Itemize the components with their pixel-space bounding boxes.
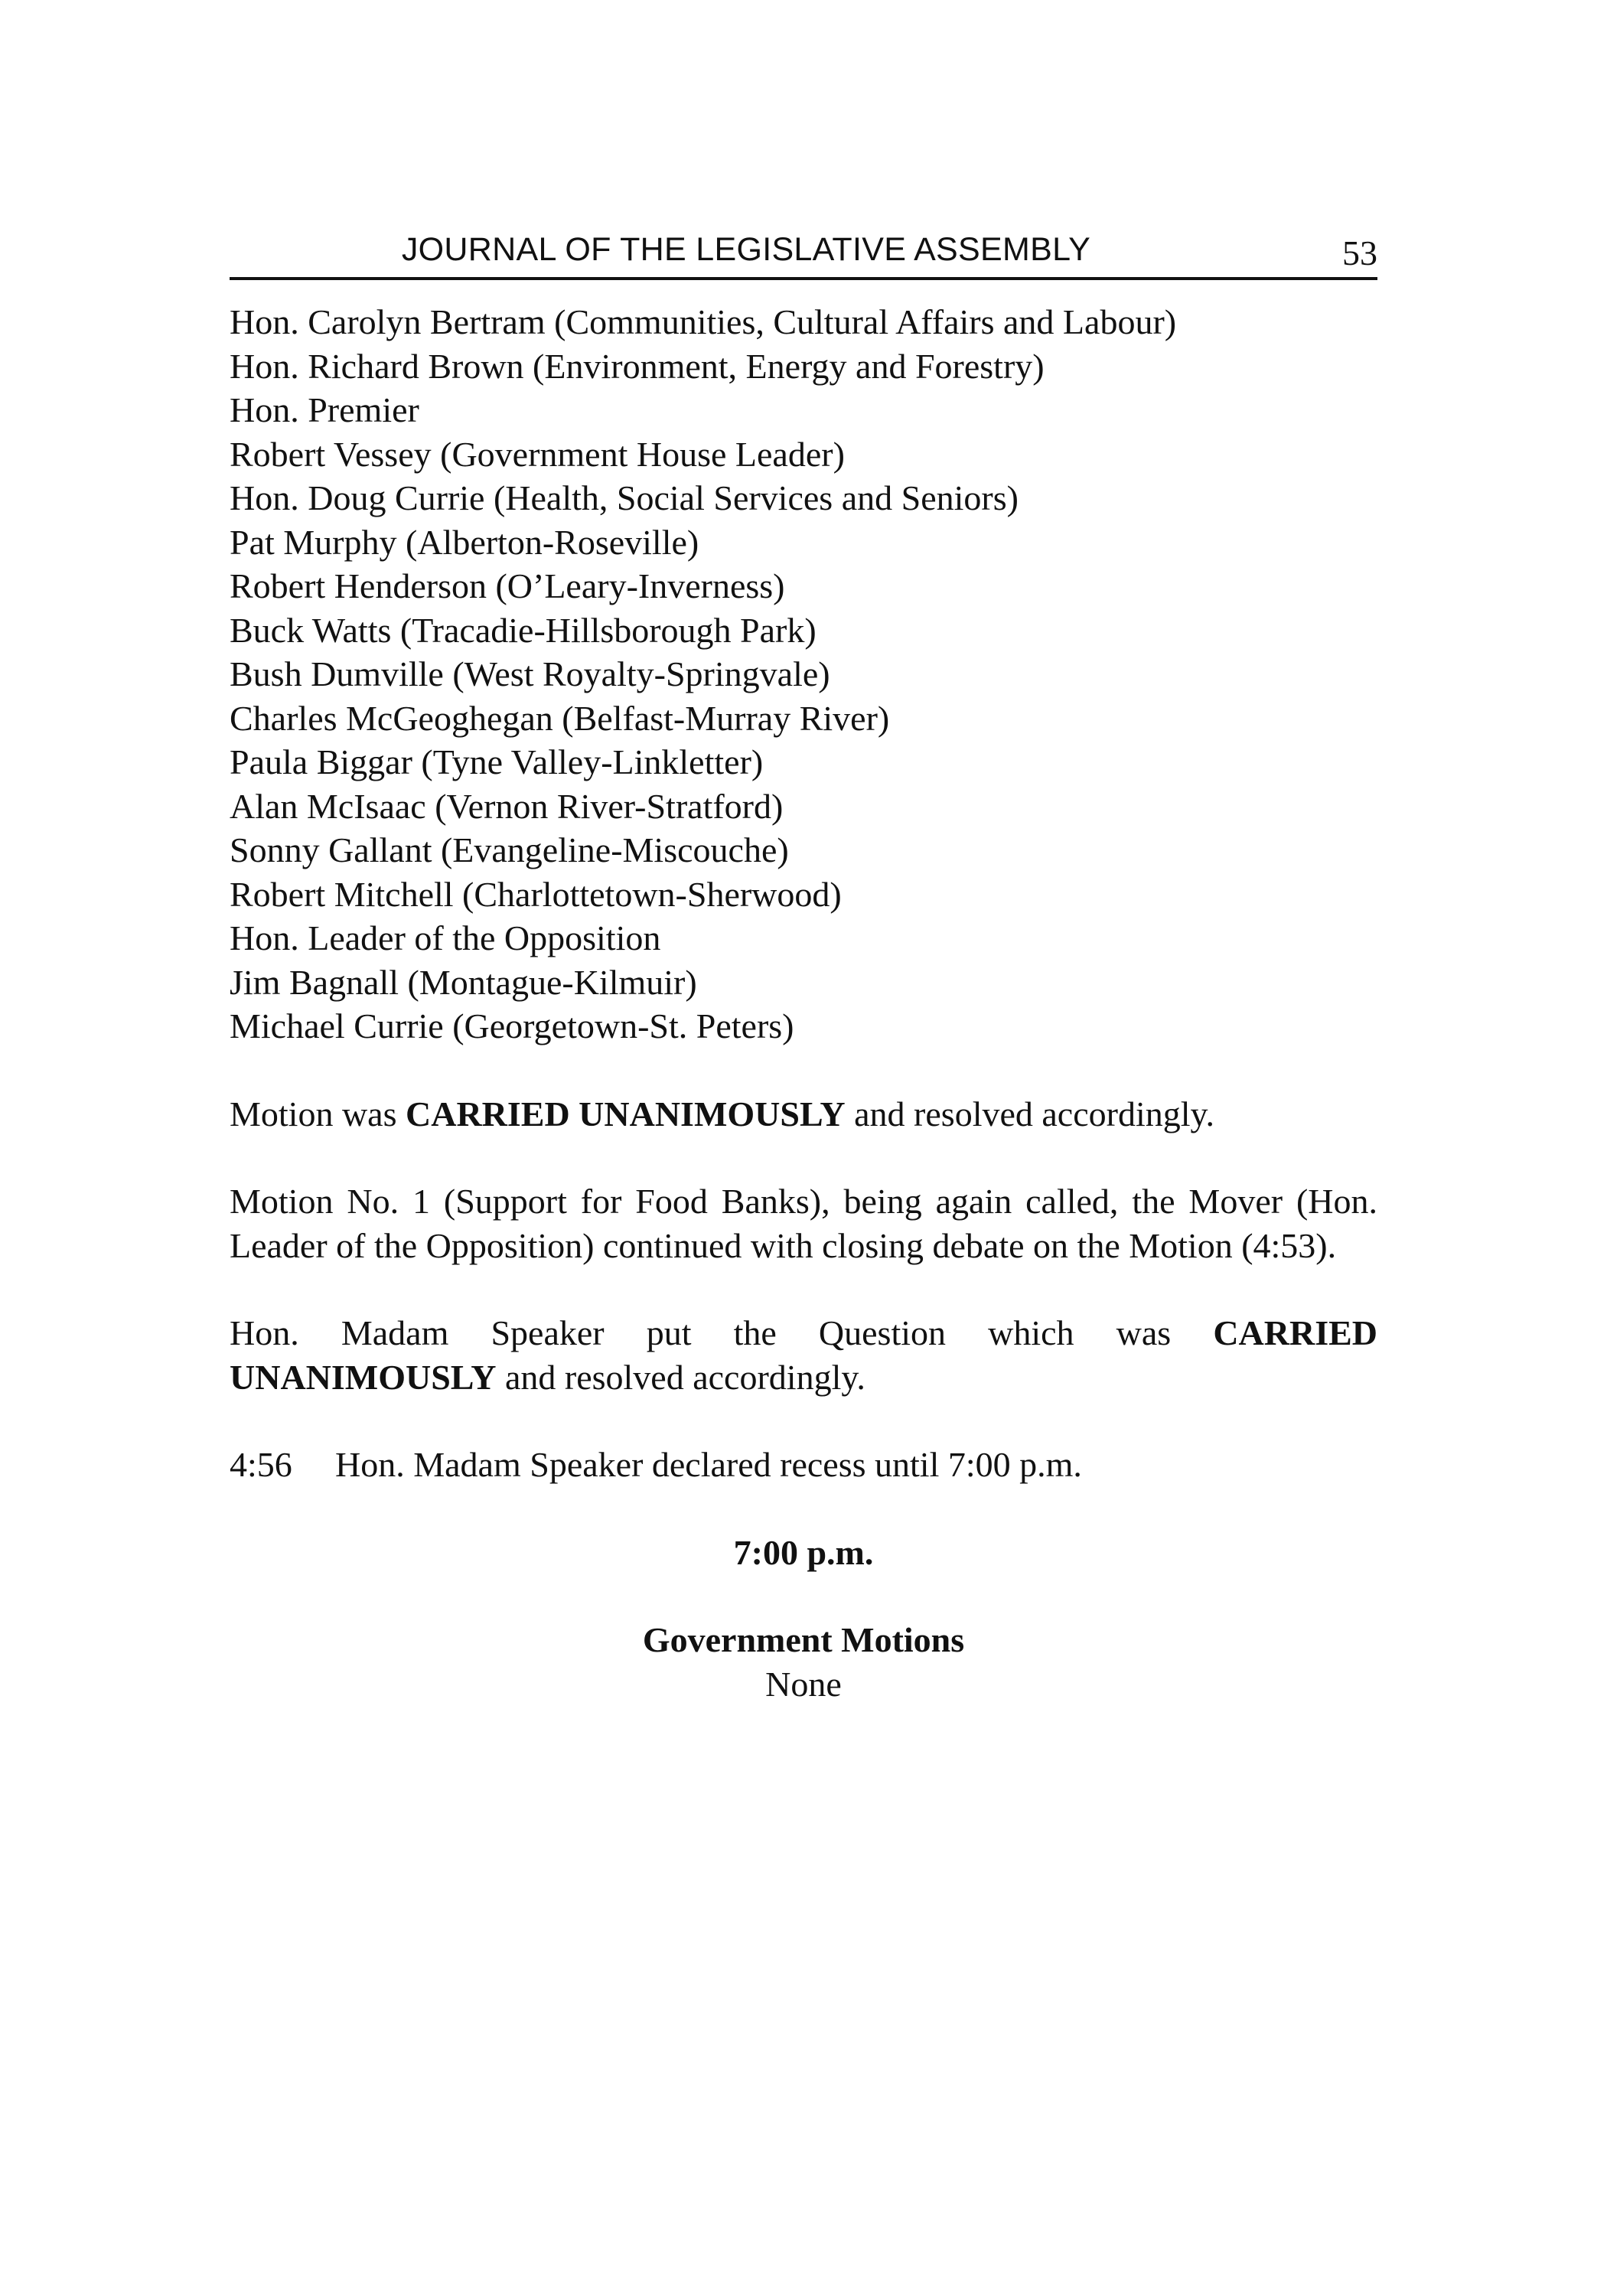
recess-text: Hon. Madam Speaker declared recess until 7:00 p.m.: [335, 1445, 1082, 1484]
page-number: 53: [1342, 233, 1377, 272]
motion-no-1-paragraph: Motion No. 1 (Support for Food Banks), being again called, the Mover (Hon. Leader of the Opposition) continued with closing debate on the Motion (4:53).: [230, 1182, 1377, 1265]
question-result-suffix: and resolved accordingly.: [496, 1357, 865, 1397]
evening-sitting-time: 7:00 p.m.: [733, 1532, 874, 1572]
member-entry: Charles McGeoghegan (Belfast-Murray River): [230, 698, 890, 738]
motion-result-prefix: Motion was: [230, 1094, 406, 1133]
running-header: [230, 230, 1377, 280]
member-entry: Michael Currie (Georgetown-St. Peters): [230, 1006, 794, 1045]
member-entry: Bush Dumville (West Royalty-Springvale): [230, 654, 830, 693]
member-entry: Hon. Carolyn Bertram (Communities, Cultural Affairs and Labour): [230, 302, 1177, 341]
member-entry: Alan McIsaac (Vernon River-Stratford): [230, 786, 784, 826]
member-entry: Pat Murphy (Alberton-Roseville): [230, 522, 699, 562]
member-entry: Hon. Premier: [230, 390, 419, 429]
journal-page: [230, 230, 1377, 1706]
recess-time: 4:56: [230, 1445, 292, 1484]
member-entry: Jim Bagnall (Montague-Kilmuir): [230, 962, 697, 1002]
member-entry: Hon. Doug Currie (Health, Social Services and Seniors): [230, 478, 1019, 517]
government-motions-heading: Government Motions: [642, 1620, 965, 1659]
journal-body: [230, 300, 1377, 1706]
question-result-prefix: Hon. Madam Speaker put the Question which was: [230, 1313, 1214, 1352]
member-entry: Buck Watts (Tracadie-Hillsborough Park): [230, 610, 817, 650]
member-entry: Robert Mitchell (Charlottetown-Sherwood): [230, 874, 842, 914]
motion-result-emphasis: CARRIED UNANIMOUSLY: [406, 1094, 846, 1133]
member-entry: Hon. Richard Brown (Environment, Energy and Forestry): [230, 346, 1045, 386]
member-entry: Paula Biggar (Tyne Valley-Linkletter): [230, 742, 764, 781]
question-result-paragraph: [230, 1311, 1377, 1399]
motion-result-suffix: and resolved accordingly.: [845, 1094, 1215, 1133]
recess-entry: [230, 1443, 1377, 1487]
journal-title: JOURNAL OF THE LEGISLATIVE ASSEMBLY: [401, 231, 1091, 268]
motion-result-paragraph: [230, 1092, 1377, 1137]
government-motions-body: None: [765, 1664, 842, 1704]
members-list: [230, 300, 1377, 1049]
member-entry: Robert Vessey (Government House Leader): [230, 434, 845, 474]
member-entry: Hon. Leader of the Opposition: [230, 918, 661, 957]
member-entry: Robert Henderson (O’Leary-Inverness): [230, 566, 785, 605]
member-entry: Sonny Gallant (Evangeline-Miscouche): [230, 830, 789, 869]
question-result-emphasis: CARRIED UNANIMOUSLY: [230, 1313, 1377, 1397]
